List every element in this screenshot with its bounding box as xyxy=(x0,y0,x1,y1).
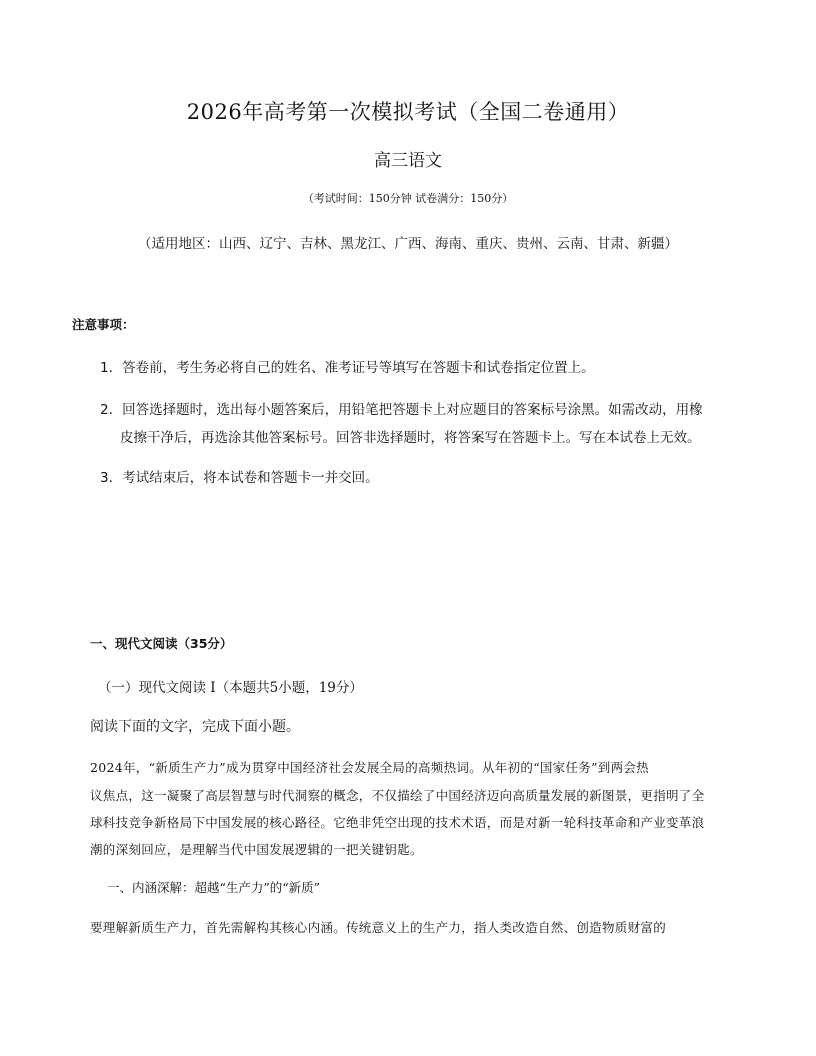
exam-time-score: （考试时间：150分钟 试卷满分：150分） xyxy=(302,192,514,205)
paragraph-line: 2024年，“新质生产力”成为贯穿中国经济社会发展全局的高频热词。从年初的“国家任务”到两会热 xyxy=(90,760,649,775)
notice-item: 2．回答选择题时，选出每小题答案后，用铅笔把答题卡上对应题目的答案标号涂黑。如需改动，用橡 xyxy=(100,402,703,418)
applicable-regions: （适用地区：山西、辽宁、吉林、黑龙江、广西、海南、重庆、贵州、云南、甘肃、新疆） xyxy=(138,236,678,252)
paragraph-line: 议焦点，这一凝聚了高层智慧与时代洞察的概念，不仅描绘了中国经济迈向高质量发展的新图景，更指明了全 xyxy=(90,788,705,803)
section-heading: 一、现代文阅读（35分） xyxy=(90,636,233,651)
notice-item: 3．考试结束后，将本试卷和答题卡一并交回。 xyxy=(100,470,379,486)
reading-instruction: 阅读下面的文字，完成下面小题。 xyxy=(90,719,300,735)
notice-item-continuation: 皮擦干净后，再选涂其他答案标号。回答非选择题时，将答案写在答题卡上。写在本试卷上无效。 xyxy=(120,430,701,446)
exam-title: 2026年高考第一次模拟考试（全国二卷通用） xyxy=(186,100,630,124)
subject-title: 高三语文 xyxy=(374,151,442,171)
paragraph-subheading: 一、内涵深解：超越“生产力”的“新质” xyxy=(107,880,321,895)
paragraph-line: 球科技竞争新格局下中国发展的核心路径。它绝非凭空出现的技术术语，而是对新一轮科技革命和产业变革浪 xyxy=(90,815,705,830)
paragraph-line: 潮的深刻回应，是理解当代中国发展逻辑的一把关键钥匙。 xyxy=(90,842,423,857)
paragraph-line: 要理解新质生产力，首先需解构其核心内涵。传统意义上的生产力，指人类改造自然、创造物质财富的 xyxy=(90,920,667,935)
subsection-heading: （一）现代文阅读 I（本题共5小题，19分） xyxy=(98,680,363,696)
notice-item: 1．答卷前，考生务必将自己的姓名、准考证号等填写在答题卡和试卷指定位置上。 xyxy=(100,360,595,376)
notice-heading: 注意事项： xyxy=(72,317,135,332)
